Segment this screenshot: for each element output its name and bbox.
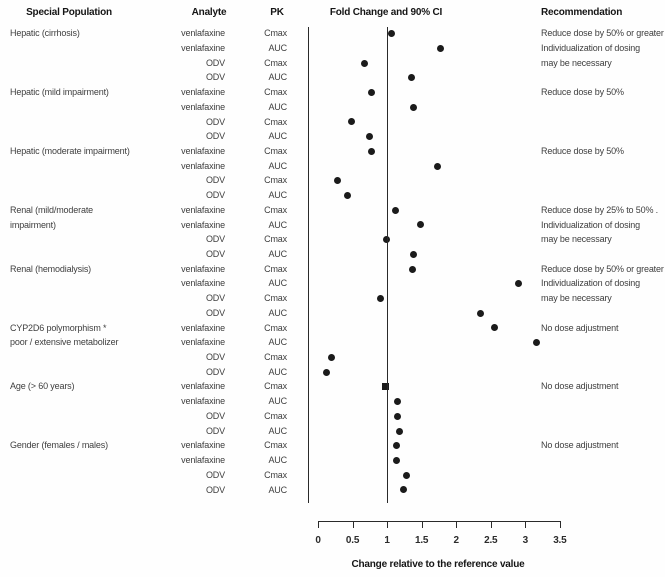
- analyte-label: venlafaxine: [181, 455, 225, 466]
- analyte-label: venlafaxine: [181, 145, 225, 156]
- analyte-label: ODV: [205, 116, 225, 127]
- population-label: poor / extensive metabolizer: [10, 337, 119, 348]
- analyte-label: venlafaxine: [181, 263, 225, 274]
- pk-label: Cmax: [264, 116, 287, 127]
- pk-label: Cmax: [264, 381, 287, 392]
- population-label: Hepatic (mild impairment): [10, 87, 109, 98]
- data-point: [408, 74, 415, 81]
- data-point: [388, 30, 395, 37]
- pk-label: AUC: [268, 366, 287, 377]
- data-point: [393, 442, 400, 449]
- recommendation-label: Individualization of dosing: [541, 278, 641, 289]
- analyte-label: venlafaxine: [181, 204, 225, 215]
- analyte-label: ODV: [205, 190, 225, 201]
- analyte-label: venlafaxine: [181, 278, 225, 289]
- analyte-label: venlafaxine: [181, 322, 225, 333]
- pk-label: AUC: [268, 307, 287, 318]
- analyte-label: ODV: [205, 366, 225, 377]
- x-axis-tick: [525, 521, 526, 528]
- data-point: [377, 295, 384, 302]
- data-point: [368, 89, 375, 96]
- pk-label: Cmax: [264, 352, 287, 363]
- data-point: [396, 428, 403, 435]
- reference-line: [387, 27, 388, 503]
- data-point: [491, 324, 498, 331]
- column-header-special-population: Special Population: [26, 7, 112, 18]
- pk-label: AUC: [268, 72, 287, 83]
- data-point: [417, 221, 424, 228]
- pk-label: AUC: [268, 455, 287, 466]
- analyte-label: ODV: [205, 57, 225, 68]
- pk-label: AUC: [268, 101, 287, 112]
- recommendation-label: No dose adjustment: [541, 322, 619, 333]
- pk-label: Cmax: [264, 87, 287, 98]
- analyte-label: venlafaxine: [181, 101, 225, 112]
- population-label: CYP2D6 polymorphism *: [10, 322, 107, 333]
- pk-label: AUC: [268, 484, 287, 495]
- data-point: [533, 339, 540, 346]
- analyte-label: venlafaxine: [181, 42, 225, 53]
- pk-label: Cmax: [264, 410, 287, 421]
- analyte-label: venlafaxine: [181, 160, 225, 171]
- recommendation-label: Reduce dose by 50%: [541, 145, 624, 156]
- pk-label: AUC: [268, 219, 287, 230]
- x-tick-label: 1.5: [414, 535, 429, 546]
- data-point: [368, 148, 375, 155]
- analyte-label: venlafaxine: [181, 87, 225, 98]
- data-point: [344, 192, 351, 199]
- x-tick-label: 2.5: [484, 535, 498, 546]
- recommendation-label: Reduce dose by 50% or greater: [541, 28, 664, 39]
- pk-label: Cmax: [264, 28, 287, 39]
- analyte-label: venlafaxine: [181, 440, 225, 451]
- x-axis-tick: [353, 521, 354, 528]
- data-point: [366, 133, 373, 140]
- pk-label: Cmax: [264, 234, 287, 245]
- analyte-label: venlafaxine: [181, 337, 225, 348]
- analyte-label: ODV: [205, 175, 225, 186]
- pk-label: AUC: [268, 249, 287, 259]
- population-label: Hepatic (moderate impairment): [10, 145, 130, 156]
- pk-label: AUC: [268, 278, 287, 289]
- analyte-label: venlafaxine: [181, 219, 225, 230]
- x-tick-label: 3.5: [553, 535, 567, 546]
- population-label: Hepatic (cirrhosis): [10, 28, 80, 39]
- pk-label: AUC: [268, 337, 287, 348]
- pk-label: Cmax: [264, 204, 287, 215]
- data-point: [410, 104, 417, 111]
- data-point: [393, 457, 400, 464]
- pk-label: Cmax: [264, 322, 287, 333]
- pk-label: Cmax: [264, 175, 287, 186]
- analyte-label: ODV: [205, 293, 225, 304]
- analyte-label: ODV: [205, 484, 225, 495]
- data-point: [394, 413, 401, 420]
- x-axis-line: [318, 521, 560, 522]
- pk-label: Cmax: [264, 263, 287, 274]
- analyte-label: ODV: [205, 352, 225, 363]
- recommendation-label: Reduce dose by 50%: [541, 87, 624, 98]
- data-point: [403, 472, 410, 479]
- x-tick-label: 2: [453, 535, 459, 546]
- recommendation-label: Individualization of dosing: [541, 42, 641, 53]
- data-point: [515, 280, 522, 287]
- data-point: [477, 310, 484, 317]
- data-point: [392, 207, 399, 214]
- x-tick-label: 3: [522, 535, 528, 546]
- data-point: [323, 369, 330, 376]
- pk-label: AUC: [268, 425, 287, 436]
- data-point: [400, 486, 407, 493]
- x-tick-label: 1: [384, 535, 390, 546]
- pk-label: AUC: [268, 190, 287, 201]
- population-label: Renal (mild/moderate: [10, 204, 94, 215]
- x-axis-title: Change relative to the reference value: [351, 559, 525, 570]
- pk-label: AUC: [268, 160, 287, 171]
- x-tick-label: 0: [315, 535, 321, 546]
- recommendation-label: may be necessary: [541, 57, 612, 68]
- analyte-label: ODV: [205, 131, 225, 142]
- x-axis-tick: [318, 521, 319, 528]
- x-axis-tick: [560, 521, 561, 528]
- data-point: [409, 266, 416, 273]
- recommendation-label: may be necessary: [541, 293, 612, 304]
- column-header-pk: PK: [270, 7, 284, 18]
- data-point: [334, 177, 341, 184]
- column-header-analyte: Analyte: [191, 7, 227, 18]
- pk-label: AUC: [268, 42, 287, 53]
- population-label: Age (> 60 years): [10, 381, 75, 392]
- recommendation-label: may be necessary: [541, 234, 612, 245]
- pk-label: AUC: [268, 396, 287, 407]
- pk-label: AUC: [268, 131, 287, 142]
- analyte-label: venlafaxine: [181, 381, 225, 392]
- population-label: Renal (hemodialysis): [10, 263, 92, 274]
- analyte-label: ODV: [205, 249, 225, 259]
- data-point: [437, 45, 444, 52]
- x-axis-tick: [387, 521, 388, 528]
- pk-label: Cmax: [264, 469, 287, 480]
- recommendation-label: Reduce dose by 25% to 50% .: [541, 204, 659, 215]
- column-header-recommendation: Recommendation: [541, 7, 623, 18]
- data-point: [394, 398, 401, 405]
- analyte-label: venlafaxine: [181, 396, 225, 407]
- data-point: [348, 118, 355, 125]
- pk-label: Cmax: [264, 57, 287, 68]
- analyte-label: ODV: [205, 72, 225, 83]
- analyte-label: venlafaxine: [181, 28, 225, 39]
- plot-left-border: [308, 27, 309, 503]
- pk-label: Cmax: [264, 293, 287, 304]
- x-tick-label: 0.5: [345, 535, 360, 546]
- recommendation-label: No dose adjustment: [541, 381, 619, 392]
- recommendation-label: Reduce dose by 50% or greater: [541, 263, 664, 274]
- analyte-label: ODV: [205, 234, 225, 245]
- population-label: impairment): [10, 219, 56, 230]
- analyte-label: ODV: [205, 425, 225, 436]
- data-point: [434, 163, 441, 170]
- analyte-label: ODV: [205, 469, 225, 480]
- pk-label: Cmax: [264, 145, 287, 156]
- recommendation-label: Individualization of dosing: [541, 219, 641, 230]
- x-axis-tick: [456, 521, 457, 528]
- analyte-label: ODV: [205, 410, 225, 421]
- recommendation-label: No dose adjustment: [541, 440, 619, 451]
- x-axis-tick: [491, 521, 492, 528]
- data-point: [328, 354, 335, 361]
- pk-label: Cmax: [264, 440, 287, 451]
- analyte-label: ODV: [205, 307, 225, 318]
- data-point: [361, 60, 368, 67]
- population-label: Gender (females / males): [10, 440, 108, 451]
- x-axis-tick: [422, 521, 423, 528]
- column-header-fold-change: Fold Change and 90% CI: [329, 7, 443, 18]
- data-point: [410, 251, 417, 258]
